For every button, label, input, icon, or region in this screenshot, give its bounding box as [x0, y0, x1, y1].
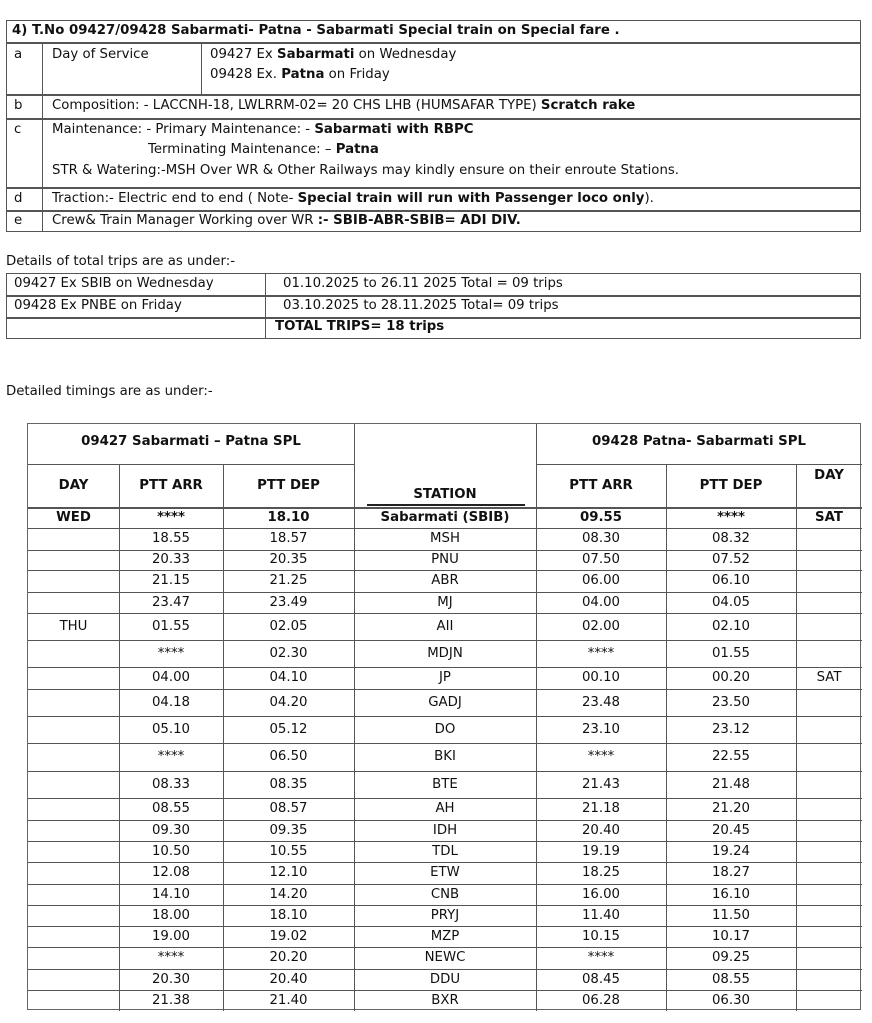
dep-cell: 04.20 — [269, 695, 308, 710]
dep-cell: 18.10 — [269, 908, 308, 923]
primary-maintenance-value: Sabarmati with RBPC — [314, 122, 474, 137]
arr2-cell: 21.43 — [581, 777, 621, 792]
day2-cell — [796, 716, 862, 743]
timing-table — [27, 423, 861, 1010]
trip-detail: 03.10.2025 to 28.11.2025 Total= 09 trips — [283, 298, 559, 313]
arr-cell: 05.10 — [151, 722, 191, 737]
day-of-service-label: Day of Service — [52, 47, 149, 62]
day-cell — [28, 841, 119, 862]
divider — [7, 42, 860, 44]
timing-row — [28, 841, 862, 862]
timing-row — [28, 862, 862, 884]
dep2-cell: 21.20 — [711, 801, 751, 816]
station-name: Sabarmati — [277, 47, 355, 62]
day2-cell — [796, 905, 862, 926]
train1-title: 09427 Sabarmati – Patna SPL — [81, 434, 301, 449]
day2-cell — [796, 550, 862, 570]
station-cell: AH — [435, 801, 455, 816]
row-key-b: b — [14, 98, 23, 113]
text: 09428 Ex. — [210, 67, 282, 82]
arr2-cell: 09.55 — [579, 510, 623, 525]
dep2-cell: 06.30 — [711, 993, 751, 1008]
arr2-cell: 07.50 — [581, 552, 621, 567]
dep2-cell: 08.32 — [711, 531, 751, 546]
day-cell — [28, 820, 119, 841]
arr2-cell: 06.00 — [581, 573, 621, 588]
day2-cell — [796, 947, 862, 969]
station-cell: DDU — [429, 972, 461, 987]
dep2-cell: 23.12 — [711, 722, 751, 737]
station-cell: BKI — [434, 749, 456, 764]
terminating-maintenance-value: Patna — [335, 142, 379, 157]
dep2-cell: **** — [717, 510, 745, 525]
station-cell: DO — [434, 722, 456, 737]
dep-cell: 05.12 — [269, 722, 308, 737]
timings-heading: Detailed timings are as under:- — [6, 384, 213, 399]
dep2-cell: 22.55 — [711, 749, 751, 764]
day-cell — [28, 528, 119, 550]
arr-cell: 18.55 — [151, 531, 191, 546]
arr2-cell: **** — [587, 950, 615, 965]
day2-cell — [796, 613, 862, 640]
arr2-cell: 19.19 — [581, 844, 621, 859]
timing-row — [28, 716, 862, 743]
station-cell: ETW — [430, 865, 460, 880]
terminating-maintenance — [148, 140, 379, 160]
timing-row — [28, 528, 862, 550]
dep-cell: 10.55 — [269, 844, 308, 859]
timing-row — [28, 926, 862, 947]
arr2-cell: 20.40 — [581, 823, 621, 838]
composition — [52, 96, 635, 116]
day-cell — [28, 716, 119, 743]
day-cell — [28, 667, 119, 689]
station-underline — [367, 504, 525, 506]
arr2-cell: 18.25 — [581, 865, 621, 880]
station-cell: MSH — [430, 531, 460, 546]
station-cell: AII — [436, 619, 454, 634]
arr2-cell: 08.30 — [581, 531, 621, 546]
day-cell — [28, 743, 119, 771]
row-key-e: e — [14, 213, 23, 228]
arr2-cell: 04.00 — [581, 595, 621, 610]
dep2-cell: 06.10 — [711, 573, 751, 588]
dep2-cell: 02.10 — [711, 619, 751, 634]
divider — [201, 43, 202, 95]
dep-cell: 04.10 — [269, 670, 308, 685]
arr2-cell: 23.48 — [581, 695, 621, 710]
trip-train: 09428 Ex PNBE on Friday — [14, 298, 182, 313]
text: ). — [644, 191, 654, 206]
dep2-cell: 18.27 — [711, 865, 751, 880]
day2-cell — [796, 528, 862, 550]
day-cell — [28, 969, 119, 990]
station-cell: GADJ — [428, 695, 462, 710]
station-cell: MJ — [437, 595, 453, 610]
divider — [536, 464, 862, 465]
header-station: STATION — [413, 487, 477, 502]
station-cell: MDJN — [427, 646, 463, 661]
day2-cell: SAT — [816, 670, 842, 685]
trip-train: 09427 Ex SBIB on Wednesday — [14, 276, 214, 291]
dep2-cell: 07.52 — [711, 552, 751, 567]
arr-cell: 10.50 — [151, 844, 191, 859]
timing-row — [28, 570, 862, 592]
day-cell — [28, 640, 119, 667]
timing-row — [28, 820, 862, 841]
timing-row — [28, 667, 862, 689]
day2-cell — [796, 862, 862, 884]
text: 09427 Ex — [210, 47, 278, 62]
primary-maintenance — [52, 120, 473, 140]
day-cell: THU — [59, 619, 88, 634]
timing-row — [28, 743, 862, 771]
station-cell: MZP — [430, 929, 460, 944]
day-cell — [28, 771, 119, 798]
divider — [265, 274, 266, 338]
dep2-cell: 20.45 — [711, 823, 751, 838]
arr2-cell: 16.00 — [581, 887, 621, 902]
text: Traction:- Electric end to end ( Note- — [52, 191, 298, 206]
dep-cell: 19.02 — [269, 929, 308, 944]
train2-title: 09428 Patna- Sabarmati SPL — [592, 434, 806, 449]
arr-cell: 04.00 — [151, 670, 191, 685]
dep-cell: 23.49 — [269, 595, 308, 610]
dep-cell: 08.57 — [269, 801, 308, 816]
timing-row — [28, 689, 862, 716]
day-cell: WED — [56, 510, 91, 525]
dep-cell: 02.30 — [269, 646, 308, 661]
arr-cell: 09.30 — [151, 823, 191, 838]
dep-cell: 08.35 — [269, 777, 308, 792]
day-cell — [28, 570, 119, 592]
header-dep: PTT DEP — [257, 478, 320, 493]
arr2-cell: 21.18 — [581, 801, 621, 816]
traction — [52, 189, 654, 209]
arr-cell: 20.33 — [151, 552, 191, 567]
row-key-d: d — [14, 191, 23, 206]
dep2-cell: 01.55 — [711, 646, 751, 661]
trips-heading: Details of total trips are as under:- — [6, 254, 235, 269]
day2-cell — [796, 771, 862, 798]
dep2-cell: 16.10 — [711, 887, 751, 902]
dep-cell: 20.35 — [269, 552, 308, 567]
dep2-cell: 23.50 — [711, 695, 751, 710]
day2-cell — [796, 743, 862, 771]
row-key-c: c — [14, 122, 22, 137]
arr-cell: 04.18 — [151, 695, 191, 710]
dep2-cell: 00.20 — [711, 670, 751, 685]
arr-cell: 01.55 — [151, 619, 191, 634]
arr2-cell: 02.00 — [581, 619, 621, 634]
arr2-cell: **** — [587, 646, 615, 661]
arr2-cell: **** — [587, 749, 615, 764]
day-cell — [28, 926, 119, 947]
station-cell: PRYJ — [430, 908, 460, 923]
traction-note: Special train will run with Passenger loco only — [297, 191, 645, 206]
arr2-cell: 23.10 — [581, 722, 621, 737]
dep2-cell: 19.24 — [711, 844, 751, 859]
dep2-cell: 04.05 — [711, 595, 751, 610]
arr-cell: **** — [157, 510, 185, 525]
text: Composition: - LACCNH-18, LWLRRM-02= 20 CHS LHB (HUMSAFAR TYPE) — [52, 98, 541, 113]
day-of-service-09427 — [210, 45, 456, 65]
station-cell: CNB — [430, 887, 460, 902]
station-cell: BTE — [432, 777, 458, 792]
day-cell — [28, 905, 119, 926]
day2-cell — [796, 820, 862, 841]
dep2-cell: 09.25 — [711, 950, 751, 965]
dep-cell: 09.35 — [269, 823, 308, 838]
arr-cell: 14.10 — [151, 887, 191, 902]
day2-cell — [796, 969, 862, 990]
dep2-cell: 21.48 — [711, 777, 751, 792]
timing-row — [28, 640, 862, 667]
dep-cell: 21.40 — [269, 993, 308, 1008]
day2-cell — [796, 926, 862, 947]
dep-cell: 18.57 — [269, 531, 308, 546]
day-of-service-09428 — [210, 65, 390, 85]
station-cell: IDH — [432, 823, 458, 838]
arr-cell: 20.30 — [151, 972, 191, 987]
rake-type: Scratch rake — [540, 98, 636, 113]
header-day2: DAY — [814, 468, 844, 483]
trip-detail: 01.10.2025 to 26.11 2025 Total = 09 trips — [283, 276, 563, 291]
text: Crew& Train Manager Working over WR — [52, 213, 318, 228]
station-cell: Sabarmati (SBIB) — [380, 510, 510, 525]
dep-cell: 14.20 — [269, 887, 308, 902]
arr2-cell: 10.15 — [581, 929, 621, 944]
dep2-cell: 10.17 — [711, 929, 751, 944]
day2-cell — [796, 689, 862, 716]
arr2-cell: 11.40 — [581, 908, 621, 923]
day-cell — [28, 947, 119, 969]
day2-cell — [796, 570, 862, 592]
dep2-cell: 11.50 — [711, 908, 751, 923]
arr-cell: 19.00 — [151, 929, 191, 944]
day-cell — [28, 884, 119, 905]
day2-cell — [796, 640, 862, 667]
day-cell — [28, 592, 119, 613]
arr-cell: 18.00 — [151, 908, 191, 923]
dep-cell: 20.40 — [269, 972, 308, 987]
station-cell: PNU — [431, 552, 459, 567]
arr-cell: 08.33 — [151, 777, 191, 792]
crew-route: :- SBIB-ABR-SBIB= ADI DIV. — [317, 213, 521, 228]
dep-cell: 18.10 — [267, 510, 310, 525]
arr-cell: 21.38 — [151, 993, 191, 1008]
dep-cell: 12.10 — [269, 865, 308, 880]
arr-cell: **** — [157, 749, 185, 764]
day2-cell — [796, 884, 862, 905]
timing-row — [28, 990, 862, 1011]
train-info-table — [6, 20, 861, 232]
divider — [42, 43, 43, 231]
day2-cell: SAT — [815, 510, 843, 525]
day2-cell — [796, 990, 862, 1011]
dep2-cell: 08.55 — [711, 972, 751, 987]
timing-row — [28, 771, 862, 798]
arr-cell: 23.47 — [151, 595, 191, 610]
text: on Wednesday — [354, 47, 457, 62]
text: Terminating Maintenance: – — [148, 142, 336, 157]
row-key-a: a — [14, 47, 23, 62]
station-cell: TDL — [432, 844, 458, 859]
dep-cell: 20.20 — [269, 950, 308, 965]
text: Maintenance: - Primary Maintenance: - — [52, 122, 315, 137]
dep-cell: 21.25 — [269, 573, 308, 588]
timing-row — [28, 798, 862, 820]
trips-table — [6, 273, 861, 339]
arr-cell: 21.15 — [151, 573, 191, 588]
timing-row — [28, 550, 862, 570]
header-arr: PTT ARR — [139, 478, 203, 493]
dep-cell: 02.05 — [269, 619, 308, 634]
str-watering: STR & Watering:-MSH Over WR & Other Railways may kindly ensure on their enroute Stations. — [52, 163, 680, 178]
header-arr2: PTT ARR — [569, 478, 633, 493]
station-cell: JP — [439, 670, 451, 685]
timing-row — [28, 905, 862, 926]
station-cell: BXR — [431, 993, 459, 1008]
day2-cell — [796, 841, 862, 862]
arr-cell: **** — [157, 950, 185, 965]
day-cell — [28, 798, 119, 820]
arr-cell: 12.08 — [151, 865, 191, 880]
timing-row — [28, 969, 862, 990]
text: on Friday — [324, 67, 390, 82]
day2-cell — [796, 592, 862, 613]
total-trips: TOTAL TRIPS= 18 trips — [275, 319, 445, 334]
station-cell: NEWC — [424, 950, 466, 965]
timing-row — [28, 947, 862, 969]
header-dep2: PTT DEP — [699, 478, 763, 493]
timing-row — [28, 613, 862, 640]
header-day: DAY — [58, 478, 89, 493]
arr2-cell: 06.28 — [581, 993, 621, 1008]
arr2-cell: 00.10 — [581, 670, 621, 685]
day-cell — [28, 862, 119, 884]
crew-working — [52, 211, 521, 231]
arr-cell: 08.55 — [151, 801, 191, 816]
day-cell — [28, 689, 119, 716]
station-cell: ABR — [431, 573, 459, 588]
day-cell — [28, 550, 119, 570]
day-cell — [28, 990, 119, 1011]
timing-row — [28, 592, 862, 613]
dep-cell: 06.50 — [269, 749, 308, 764]
divider — [28, 464, 354, 465]
station-name: Patna — [281, 67, 325, 82]
arr-cell: **** — [157, 646, 185, 661]
timing-row — [28, 507, 862, 528]
timing-row — [28, 884, 862, 905]
train-title: 4) T.No 09427/09428 Sabarmati- Patna - Sabarmati Special train on Special fare . — [12, 23, 620, 38]
day2-cell — [796, 798, 862, 820]
arr2-cell: 08.45 — [581, 972, 621, 987]
